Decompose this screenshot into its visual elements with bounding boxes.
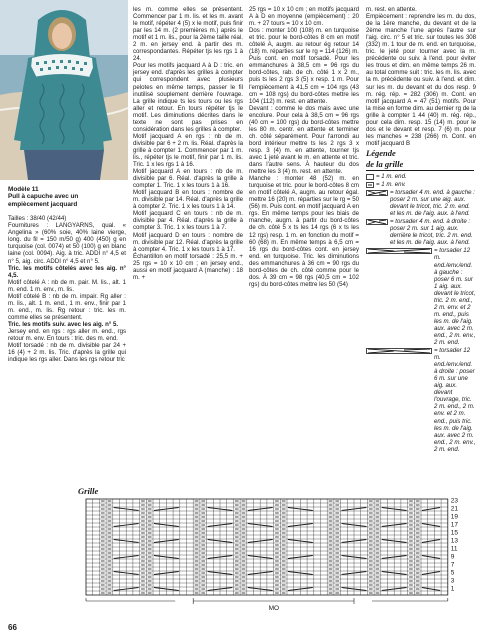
model-title-line2: empiècement jacquard <box>8 200 78 208</box>
column-3 <box>249 6 359 288</box>
needles-5-paragraph: Tric. les motifs suiv. avec les aig. n° 5. <box>8 320 119 328</box>
page-number: 66 <box>8 623 17 632</box>
row-label: 15 <box>450 529 459 537</box>
legend-item-knit <box>366 173 476 180</box>
motif-b-paragraph: Motif côtelé B : nb de m. impair. Rg aller : m. lis., alt. 1 m. end., 1 m. env., finir par 1 m. end., m. lis. Rg retour : tric. les m. comme elles se présentent. <box>8 292 126 321</box>
row-label: 11 <box>450 545 458 553</box>
row-label: 23 <box>450 497 459 505</box>
row-label: 3 <box>450 577 455 585</box>
motif-a-paragraph: Motif côtelé A : nb de m. pair. M. lis., alt. 1 m. end. 1 m. env., m. lis. <box>8 278 126 293</box>
legend-text-purl: = 1 m. env. <box>376 180 406 188</box>
col2-paragraph-8: Échantillon en motif torsadé : 25,5 m. + 25 rgs = 10 x 10 cm ; en jersey end., aussi en motif jacquard A (manche) : 18 m. + <box>133 252 243 281</box>
row-label: 1 <box>450 585 455 593</box>
legend-item-cable-left-12 <box>366 247 476 346</box>
legend-title: Légende <box>366 147 396 158</box>
legend-text-knit: = 1 m. end. <box>376 172 407 180</box>
column-1 <box>8 186 126 363</box>
row-label: 13 <box>450 537 459 545</box>
legend-item-cable-left-4 <box>366 189 476 217</box>
legend-text-cable-right-12: = torsader 12 m. end./env./end. à droite : poser 6 m. sur une aig. aux. devant l'ouvrage, tric. 2 m. end., 2 m. env. et 2 m. end., puis tric. les m. de l'aig. aux. avec 2 m. end., 2 m. env., 2 m. end. <box>434 347 476 453</box>
column-2 <box>133 6 243 281</box>
column-4 <box>366 6 476 454</box>
jersey-paragraph: Jersey end. en rgs : rgs aller m. end., rgs retour m. env. En tours : tric. des m. end. <box>8 327 126 343</box>
sizes-paragraph: Tailles : 38/40 (42/44) <box>8 215 67 223</box>
col2-paragraph-3: Motif jacquard A en rgs : nb de m. divisible par 6 + 2 m. lis. Réal. d'après la grille à compter 1. Commencer par 1 m. lis., répéter tjs le motif, finir par 1 m. lis. Tric. 1 x les rgs 1 à 16. <box>133 132 243 169</box>
col2-paragraph-2: Pour les motifs jacquard A à D : tric. en jersey end. d'après les grilles à compter qui correspondent avec plusieurs pelotes en même temps, passer le fil inutilisé souplement derrière l'ouvrage. La grille indique ts les tours ou les rgs aller et retour. En tours répéter tjs le motif. Les diminutions décrites dans le texte ne sont pas prises en considération dans les grilles à compter. <box>133 62 243 133</box>
legend-item-cable-right-4 <box>366 218 476 246</box>
model-number: Modèle 11 <box>8 186 39 193</box>
ribbed-needles-paragraph: Tric. les motifs côtelés avec les aig. n° 4,5. <box>8 264 126 279</box>
row-label: 5 <box>450 569 455 577</box>
col4-paragraph-2: Empiècement : reprendre les m. du dos, de la 1ère manche, du devant et de la 2ème manche l'une après l'autre sur l'aig. circ. n° 5 et tric. sur toutes les 308 (332) m. 1 tour de m. end. en turquoise, tric. le jeté pour tourner avec la m. précédente ou suiv. à l'end. pour éviter les trous et dim. en même temps 26 m. au total comme suit : tric. les m. lis. avec la m. précédente ou suiv. à l'end. et dim. sur les m. du devant et du dos resp. 9 m. rég. rép. = 282 (306) m. Cont. en motif jacquard A = 47 (51) motifs. Pour la mise en forme dim. au dernier rg de la grille à compter 1 44 (40) m. rég. rép., pour cela dim. resp. 15 (14) m. pour le dos et le devant et resp. 7 (6) m. pour les manches = 238 (266) m. Cont. en motif jacquard B <box>366 13 476 147</box>
row-label: 9 <box>450 553 455 561</box>
col3-paragraph-3: Devant : comme le dos mais avec une encolure. Pour cela à 38,5 cm = 96 rgs (40 cm = 100 rgs) du bord-côtes mettre les 80 m. centr. en attente et terminer ch. côté séparément. Pour l'arrondi au bord intérieur mettre ts les 2 rgs 3 x resp. 3 (4) m. en attente, tourner tjs avec 1 jeté avant le m. en attente et tric. dans l'autre sens. À hauteur du dos mettre les 3 (4) m. rest. en attente. <box>249 104 359 176</box>
cable-right-4-icon <box>366 219 388 225</box>
chart-title: Grille <box>78 486 99 496</box>
model-title-line1: Pull à capuche avec un <box>8 193 79 201</box>
cable-left-4-icon <box>366 190 388 196</box>
model-photo <box>0 0 128 180</box>
row-label: 17 <box>450 521 459 529</box>
col2-paragraph-5: Motif jacquard B en tours : nombre de m. divisible par 14. Réal. d'après la grille à compter 2. Tric. 1 x les tours 1 à 14. <box>133 189 243 211</box>
col3-paragraph-4: Manche : monter 48 (52) m. en turquoise et tric. pour le bord-côtes 8 cm en motif côtelé A, augm. au retour égal. mettre 16 (20) m. réparties sur le rg = 50 (56) m. Puis cont. en motif jacquard A en rgs. En même temps pour les biais de manche, augm. à partir du bord-côtes de ch. côté 5 x ts les 14 rgs (6 x ts les 12 rgs) resp. 1 m. en fonction du motif = 60 (68) m. En même temps à 6,5 cm = 16 rgs du bord-côtes cont. en jersey end. en turquoise. Tric. les diminutions des emmanchures à 36 cm = 90 rgs du bord-côtes de ch. côté comme pour le dos. À 39 cm = 98 rgs (40,5 cm = 102 rgs) du bord-côtes mettre les 50 (54) <box>249 175 359 288</box>
knit-symbol-icon <box>366 174 374 180</box>
legend-rule <box>366 170 474 171</box>
col2-paragraph-1: les m. comme elles se présentent. Commencer par 1 m. lis. et les m. avant le motif, répéter 4 (5) x le motif, puis finir par les 14 m. (2 premières m.) après le motif et 1 m. lis., pour la 2ème taille réal. 2 m. en jersey end. à partir des m. correspondantes. Répéter tjs les rgs 1 à 24. <box>133 6 243 63</box>
twisted-motif-paragraph: Motif torsadé : nb de m. divisible par 24 + 16 (4) + 2 m. lis. Tric. d'après la grille qui indique les rgs aller. Dans les rgs retour tric <box>8 342 126 364</box>
col4-paragraph-1: m. rest. en attente. <box>366 6 417 13</box>
row-label: 19 <box>450 513 459 521</box>
legend-item-cable-right-12 <box>366 347 476 453</box>
col3-paragraph-1: 25 rgs = 10 x 10 cm ; en motifs jacquard A à D en moyenne (empiècement) : 20 m. + 27 tours = 10 x 10 cm. <box>249 6 359 28</box>
col2-paragraph-4: Motif jacquard A en tours : nb de m. divisible par 6. Réal. d'après la grille à compter 1. Tric. 1 x les tours 1 à 16. <box>133 168 243 190</box>
legend-text-cable-right-4: = torsader 4 m. end. à droite : poser 2 m. sur 1 aig. aux. derrière le tricot, tric. 2 m. end. et les m. de l'aig. aux. à l'end. <box>390 218 473 247</box>
legend-text-cable-left-4: = torsader 4 m. end. à gauche : poser 2 m. sur une aig. aux. devant le tricot, tric. 2 m. end. et les m. de l'aig. aux. à l'end. <box>390 189 475 218</box>
cable-left-12-icon <box>366 248 432 254</box>
model-photo-illustration <box>0 0 128 180</box>
row-label: 7 <box>450 561 455 569</box>
supplies-paragraph: Fournitures : LANGYARNS, qual. « Angelina » (60% soie, 40% laine vierge, long. du fil = 150 m/50 g) 400 (450) g en turquoise (col. 0074) et 50 (100) g en blanc laine (col. 0094). Aig. à tric. ADDI n° 4,5 et n° 5, aig. circ. ADDI n° 4,5 et n° 5. <box>8 222 126 265</box>
col3-paragraph-2: Dos : monter 100 (108) m. en turquoise et tric. pour le bord-côtes 8 cm en motif côtelé A, augm. au retour ég retour 14 (18) m. réparties sur le rg = 114 (126) m. Puis cont. en motif torsadé. Pour les emmanchures à 38,5 cm = 96 rgs du bord-côtes, rab. de ch. côté 1 x 2 m., puis ts les 2 rgs 3 (5) x resp. 1 m. Pour l'empiècement à 41,5 cm = 104 rgs (43 cm = 108 rgs) du bord-côtes mettre les 104 (112) m. rest. en attente. <box>249 27 359 105</box>
col2-paragraph-7: Motif jacquard D en tours : nombre de m. divisible par 12. Réal. d'après la grille à compter 4. Tric. 1 x les tours 1 à 17. <box>133 231 243 253</box>
repeat-label: MO <box>268 605 280 612</box>
legend-text-cable-left-12: = torsader 12 m. end./env./end. à gauche : poser 6 m. sur 1 aig. aux. devant le tricot, tric. 2 m. end., 2 m. env. et 2 m. end., puis les m. de l'aig. aux. avec 2 m. end., 2 m. env., 2 m. end. <box>434 247 476 347</box>
cable-right-12-icon <box>366 348 432 354</box>
col2-paragraph-6: Motif jacquard C en tours : nb de m. divisible par 4. Réal. d'après la grille à compter 3. Tric. 1 x les tours 1 à 7. <box>133 210 243 232</box>
legend-subtitle: de la grille <box>366 158 404 169</box>
legend-item-purl <box>366 181 476 188</box>
row-label: 21 <box>450 505 459 513</box>
knitting-chart <box>72 497 472 615</box>
purl-symbol-icon <box>366 182 374 188</box>
